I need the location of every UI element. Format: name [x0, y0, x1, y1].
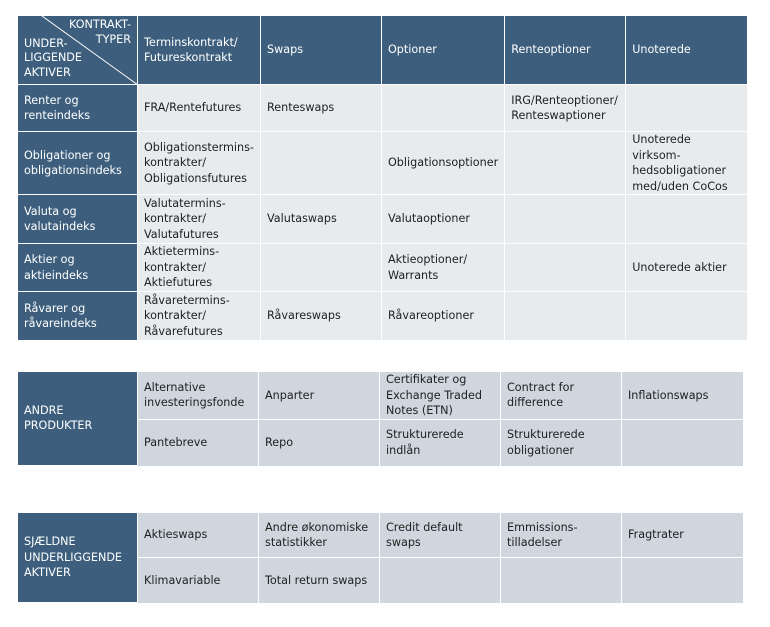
table-cell: Aktietermins- kontrakter/ Aktiefutures — [138, 244, 261, 292]
column-header: Unoterede — [626, 16, 747, 85]
table-row — [18, 292, 747, 340]
table-cell: Credit default swaps — [380, 513, 501, 558]
corner-contract-types-label: KONTRAKT- TYPER — [68, 18, 131, 46]
column-header: Swaps — [261, 16, 382, 85]
table-cell — [505, 132, 626, 195]
corner-underlying-assets-label: UNDER- LIGGENDE AKTIVER — [24, 36, 82, 79]
row-header: Valuta og valutaindeks — [18, 195, 138, 244]
rare-underlying-assets-table — [18, 513, 743, 603]
table-cell — [505, 244, 626, 292]
table-cell — [501, 558, 622, 603]
table-cell: Strukturerede obligationer — [501, 420, 622, 466]
table-row — [18, 132, 747, 195]
table-cell: Contract for difference — [501, 372, 622, 420]
table-cell: Obligationstermins- kontrakter/ Obligationsfutures — [138, 132, 261, 195]
table-cell — [382, 85, 505, 132]
table-cell: IRG/Renteoptioner/ Renteswaptioner — [505, 85, 626, 132]
table-cell: Unoterede aktier — [626, 244, 747, 292]
table-cell: Alternative investeringsfonde — [138, 372, 259, 420]
table-cell: Valutaoptioner — [382, 195, 505, 244]
table-cell: Råvaretermins- kontrakter/ Råvarefutures — [138, 292, 261, 340]
table-row — [18, 195, 747, 244]
row-header: Aktier og aktieindeks — [18, 244, 138, 292]
table-cell: Anparter — [259, 372, 380, 420]
table-cell — [622, 420, 743, 466]
table-row — [18, 372, 743, 420]
other-products-table — [18, 372, 743, 466]
table-cell: Pantebreve — [138, 420, 259, 466]
table-cell: Klimavariable — [138, 558, 259, 603]
column-header: Optioner — [382, 16, 505, 85]
table-cell — [626, 85, 747, 132]
table-cell: Repo — [259, 420, 380, 466]
header-row — [18, 16, 747, 85]
table-cell: Aktieswaps — [138, 513, 259, 558]
table-row — [18, 513, 743, 558]
table-cell — [380, 558, 501, 603]
section-label: ANDRE PRODUKTER — [18, 372, 138, 466]
table-row — [18, 244, 747, 292]
table-cell — [261, 244, 382, 292]
table-cell: Valutatermins- kontrakter/ Valutafutures — [138, 195, 261, 244]
table-cell — [626, 195, 747, 244]
table-row — [18, 85, 747, 132]
column-header: Renteoptioner — [505, 16, 626, 85]
table-cell: Certifikater og Exchange Traded Notes (ETN) — [380, 372, 501, 420]
table-cell: Valutaswaps — [261, 195, 382, 244]
table-cell: Råvareoptioner — [382, 292, 505, 340]
row-header: Råvarer og råvareindeks — [18, 292, 138, 340]
table-cell: Inflationswaps — [622, 372, 743, 420]
table-cell: Renteswaps — [261, 85, 382, 132]
table-cell — [505, 195, 626, 244]
table-cell: Emmissions- tilladelser — [501, 513, 622, 558]
table-cell — [505, 292, 626, 340]
table-cell — [626, 292, 747, 340]
corner-header-cell — [18, 16, 138, 85]
row-header: Obligationer og obligationsindeks — [18, 132, 138, 195]
column-header: Terminskontrakt/ Futureskontrakt — [138, 16, 261, 85]
derivatives-matrix-table — [18, 16, 747, 340]
table-cell — [261, 132, 382, 195]
table-cell: Aktieoptioner/ Warrants — [382, 244, 505, 292]
table-cell: FRA/Rentefutures — [138, 85, 261, 132]
table-cell: Fragtrater — [622, 513, 743, 558]
table-cell: Råvareswaps — [261, 292, 382, 340]
row-header: Renter og renteindeks — [18, 85, 138, 132]
table-cell: Obligationsoptioner — [382, 132, 505, 195]
table-cell: Andre økonomiske statistikker — [259, 513, 380, 558]
section-label: SJÆLDNE UNDERLIGGENDE AKTIVER — [18, 513, 138, 603]
table-cell — [622, 558, 743, 603]
table-cell: Total return swaps — [259, 558, 380, 603]
table-cell: Strukturerede indlån — [380, 420, 501, 466]
table-cell: Unoterede virksom- hedsobligationer med/uden CoCos — [626, 132, 747, 195]
